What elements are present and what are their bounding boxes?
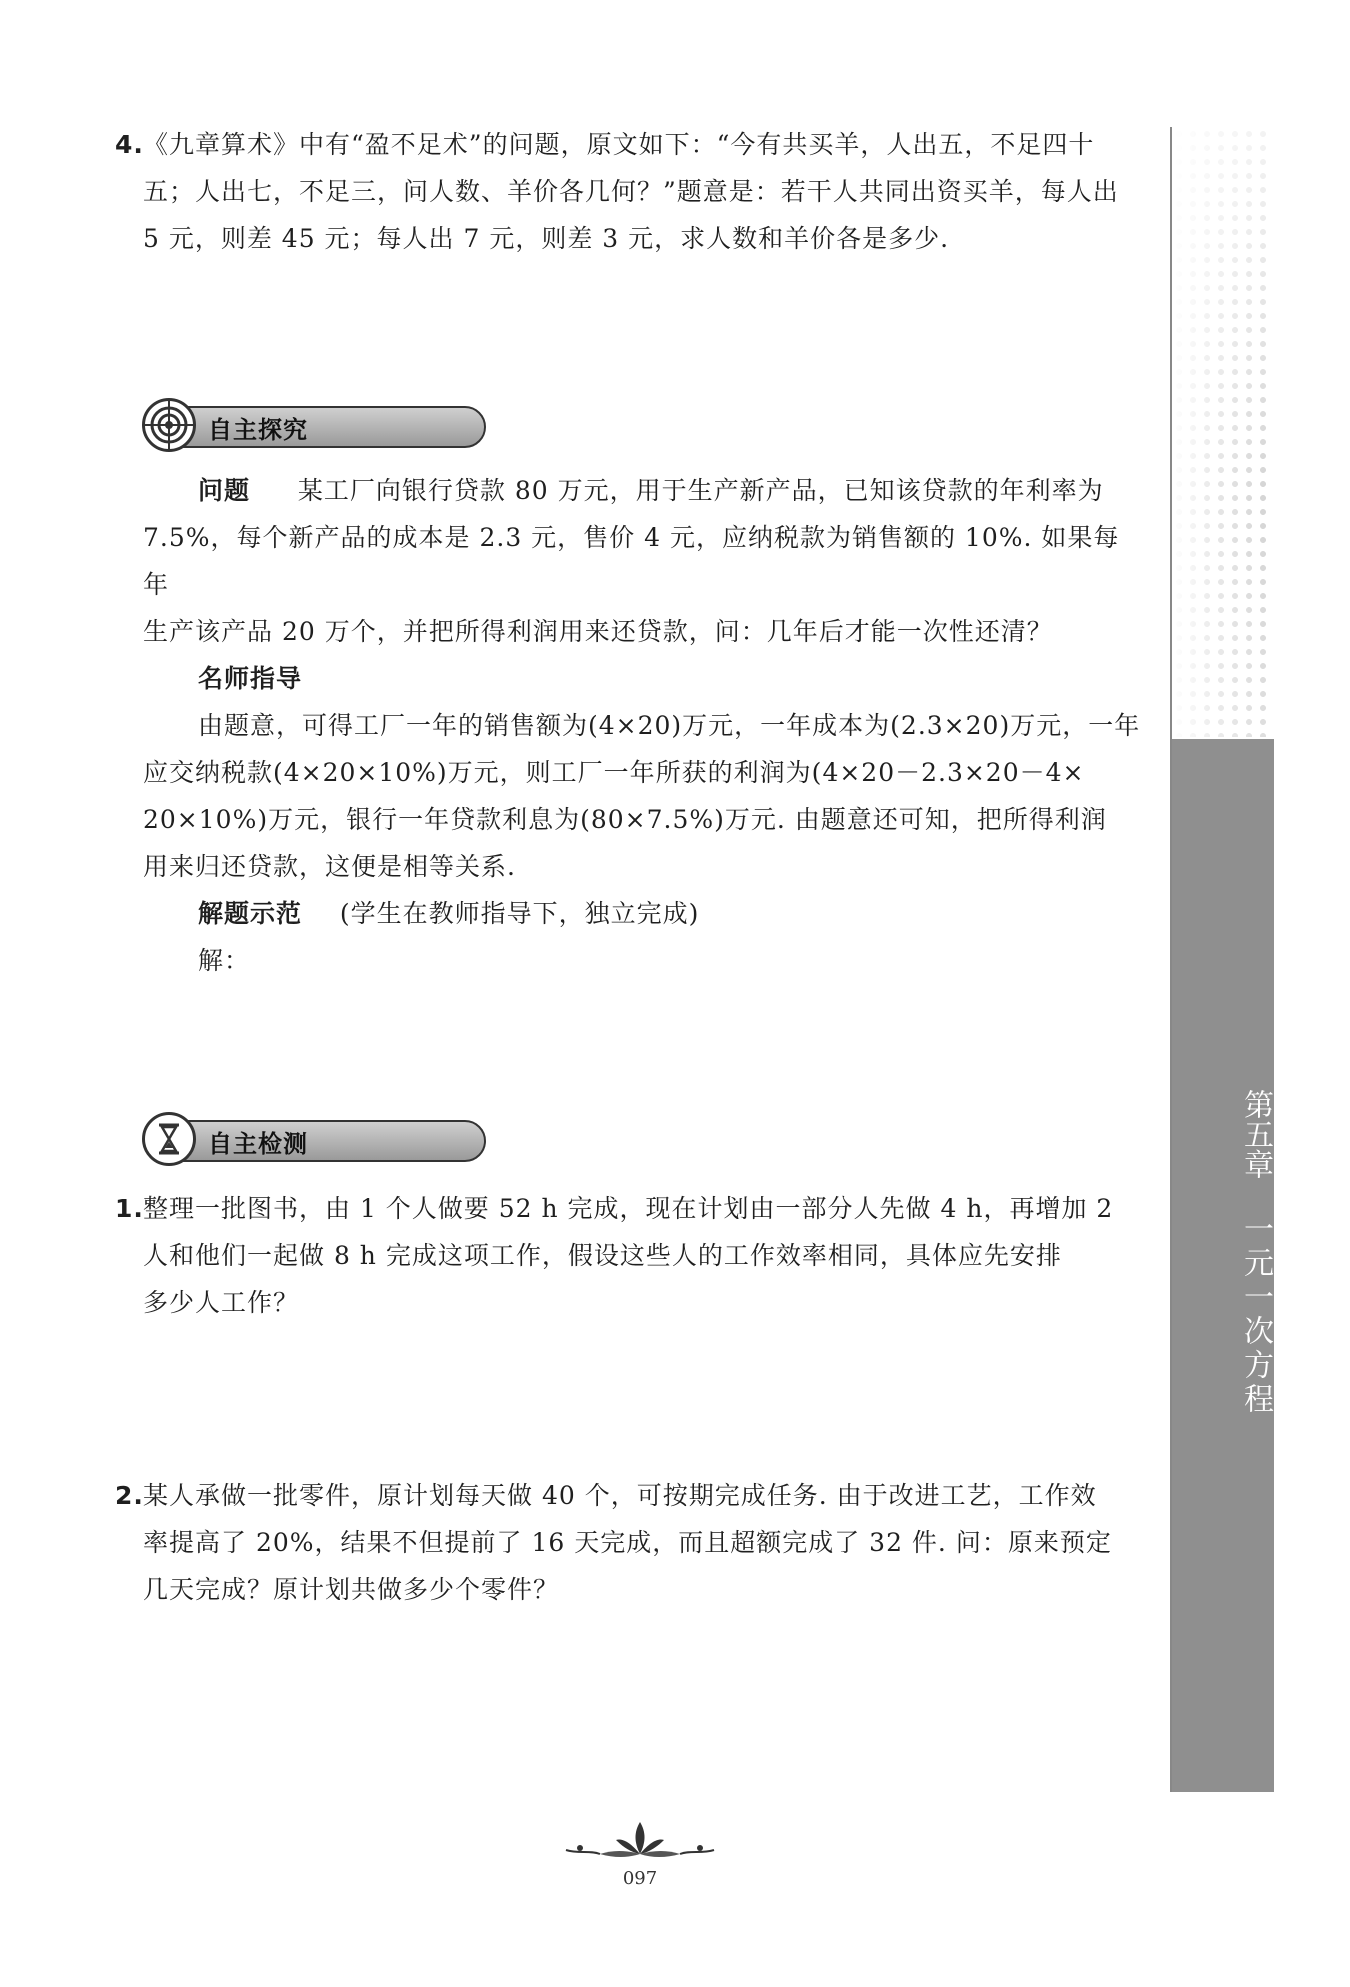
chapter-tab <box>1172 739 1274 1792</box>
problem-line: 五；人出七，不足三，问人数、羊价各几何？”题意是：若干人共同出资买羊，每人出 <box>143 177 1119 206</box>
guide-line: 由题意，可得工厂一年的销售额为(4×20)万元，一年成本为(2.3×20)万元，一年 <box>198 711 1141 740</box>
question-line: 某人承做一批零件，原计划每天做 40 个，可按期完成任务. 由于改进工艺，工作效 <box>143 1481 1097 1510</box>
guide-line: 用来归还贷款，这便是相等关系. <box>143 852 516 881</box>
section-title: 自主探究 <box>208 416 308 444</box>
question-line: 7.5%，每个新产品的成本是 2.3 元，售价 4 元，应纳税款为销售额的 10%. 如果每年 <box>143 523 1120 599</box>
chapter-label <box>1172 753 1274 1753</box>
question-label: 问题 <box>198 476 251 505</box>
guide-line: 应交纳税款(4×20×10%)万元，则工厂一年所获的利润为(4×20－2.3×20－4× <box>143 758 1085 787</box>
section-header-check <box>142 1112 342 1158</box>
hourglass-icon <box>142 1112 196 1166</box>
question-number: 2. <box>115 1481 144 1510</box>
guide-line: 20×10%)万元，银行一年贷款利息为(80×7.5%)万元. 由题意还可知，把所得利润 <box>143 805 1107 834</box>
question-line: 生产该产品 20 万个，并把所得利润用来还贷款，问：几年后才能一次性还清？ <box>143 617 1053 646</box>
problem-number: 4. <box>115 130 144 159</box>
section-header-explore <box>142 398 342 444</box>
check-question-2 <box>115 1472 1143 1613</box>
question-line: 几天完成？原计划共做多少个零件？ <box>143 1575 560 1604</box>
demo-line <box>143 890 1143 937</box>
demo-note: (学生在教师指导下，独立完成) <box>339 899 700 928</box>
problem-line: 5 元，则差 45 元；每人出 7 元，则差 3 元，求人数和羊价各是多少. <box>143 224 950 253</box>
question-text: 某工厂向银行贷款 80 万元，用于生产新产品，已知该贷款的年利率为 <box>297 476 1104 505</box>
problem-line: 《九章算术》中有“盈不足术”的问题，原文如下：“今有共买羊，人出五，不足四十 <box>143 130 1095 159</box>
explore-question <box>143 467 1143 984</box>
leaf-ornament-icon <box>560 1820 720 1860</box>
question-line: 整理一批图书，由 1 个人做要 52 h 完成，现在计划由一部分人先做 4 h，再增加 2 <box>143 1194 1114 1223</box>
question-line-1 <box>143 467 1143 514</box>
question-line: 率提高了 20%，结果不但提前了 16 天完成，而且超额完成了 32 件. 问：原来预定 <box>143 1528 1112 1557</box>
question-number: 1. <box>115 1194 144 1223</box>
pattern-fade-vertical <box>1172 127 1274 737</box>
target-icon <box>142 398 196 452</box>
question-line: 多少人工作？ <box>143 1288 300 1317</box>
demo-label: 解题示范 <box>198 899 303 928</box>
chapter-sidebar <box>1170 127 1274 1792</box>
problem-4 <box>115 121 1143 262</box>
guide-label: 名师指导 <box>198 664 303 693</box>
page-number: 097 <box>622 1868 658 1889</box>
chapter-title: 一元一次方程 <box>1238 1213 1273 1417</box>
section-title: 自主检测 <box>208 1130 308 1158</box>
check-question-1 <box>115 1185 1143 1326</box>
chapter-number: 第五章 <box>1238 1089 1273 1179</box>
answer-label: 解： <box>198 946 251 975</box>
question-line: 人和他们一起做 8 h 完成这项工作，假设这些人的工作效率相同，具体应先安排 <box>143 1241 1062 1270</box>
